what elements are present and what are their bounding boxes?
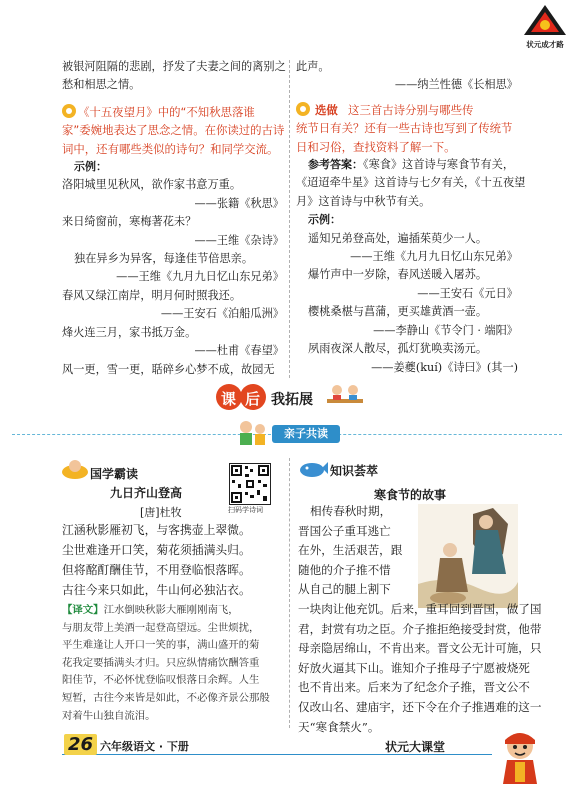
banner-char: 课 xyxy=(221,390,237,408)
question-right: 选做 这三首古诗分别与哪些传 xyxy=(296,101,518,119)
after-class-banner xyxy=(215,381,365,415)
question-left-line: 家”委婉地表达了思念之情。在你读过的古诗 xyxy=(62,123,285,138)
scholar-icon xyxy=(60,458,90,480)
translation-line: 短暂，古往今来皆是如此，不必像齐景公那般 xyxy=(62,691,270,704)
poem-line: 樱桃桑椹与菖蒲，更买雄黄酒一壶。 xyxy=(308,305,488,319)
footer-brand: 状元大课堂 xyxy=(385,740,446,754)
logo-text: 状元成才路 xyxy=(526,40,564,49)
translation-line: 阳佳节，不必怀忧登临叹恨落日余辉。人生 xyxy=(62,674,260,687)
poem-cite: ——杜甫《春望》 xyxy=(194,344,284,358)
poem-line: 夙雨夜深人散尽，孤灯犹唤卖汤元。 xyxy=(308,342,488,356)
poem-line: 来日绮窗前，寒梅著花未？ xyxy=(62,215,197,229)
whale-icon xyxy=(298,458,328,478)
qr-caption: 扫码学诗词 xyxy=(228,506,263,514)
poem-line: 洛阳城里见秋风，欲作家书意万重。 xyxy=(62,178,242,192)
poem-cite: ——王维《杂诗》 xyxy=(194,233,284,247)
left-column-top xyxy=(62,58,284,379)
translation-label: 【译文】 xyxy=(62,604,104,616)
guoxue-poem xyxy=(62,520,284,600)
story-line: 也不肯出来。后来为了纪念介子推，晋文公不 xyxy=(298,680,530,695)
footer-grade: 六年级语文 · 下册 xyxy=(100,740,189,753)
qr-code[interactable] xyxy=(229,463,271,505)
mascot-icon xyxy=(497,730,543,786)
right-column-top xyxy=(296,58,526,377)
translation-line: 对着牛山独自流泪。 xyxy=(62,709,156,722)
guoxue-translation: 【译文】江水倒映秋影大雁刚刚南飞， 与朋友带上美酒一起登高望远。尘世烦扰， 平生难逢让人开口一笑的事，满山盛开的菊 花我定要插满头才归。只应纵情痛饮酬答重 阳佳节，不必怀忧登临叹恨落日余辉。人生 短暂，古往今来皆是如此，不必像齐景公那般 对着牛山独自流泪。 xyxy=(62,602,284,725)
poem-line: 古往今来只如此，牛山何必独沾衣。 xyxy=(62,583,251,597)
poem-line: 烽火连三月，家书抵万金。 xyxy=(62,325,197,339)
optional-badge: 选做 xyxy=(315,102,338,117)
poem-line: 春风又绿江南岸，明月何时照我还。 xyxy=(62,288,242,302)
example-label: 示例： xyxy=(74,160,107,174)
story-line: 从自己的腿上割下 xyxy=(298,582,391,597)
translation-line: 平生难逢让人开口一笑的事，满山盛开的菊 xyxy=(62,639,260,652)
translation-line: 花我定要插满头才归。只应纵情痛饮酬答重 xyxy=(62,656,260,669)
family-icon xyxy=(236,418,270,448)
poem-line: 江涵秋影雁初飞，与客携壶上翠微。 xyxy=(62,523,251,537)
question-right-line: 日和习俗，查找资料了解一下。 xyxy=(296,139,456,154)
parent-child-pill: 亲子共读 xyxy=(272,425,340,443)
story-line: 晋国公子重耳逃亡 xyxy=(298,523,391,538)
story-line: 天“寒食禁火”。 xyxy=(298,719,380,734)
story-line: 一块肉让他充饥。后来，重耳回到晋国，做了国 xyxy=(298,602,542,616)
column-divider xyxy=(289,60,290,378)
question-left: 《十五夜望月》中的“不知秋思落谁 xyxy=(62,103,284,121)
poem-cite: ——李静山《节令门 · 端阳》 xyxy=(373,323,518,337)
answer-line: 《迢迢牵牛星》这首诗与七夕有关，《十五夜望 xyxy=(296,176,526,190)
poem-title: 九日齐山登高 xyxy=(110,486,183,500)
banner-title: 我拓展 xyxy=(271,392,313,408)
poem-line: 爆竹声中一岁除，春风送暖入屠苏。 xyxy=(308,268,488,282)
banner-char: 后 xyxy=(245,390,261,408)
story-illustration xyxy=(418,504,518,608)
story-line: 在外，生活艰苦，跟 xyxy=(298,543,403,558)
story-line: 君，封赏有功之臣。介子推拒绝接受封赏，他带 xyxy=(298,621,542,636)
story-line: 好放火逼其下山。谁知介子推母子宁愿被烧死 xyxy=(298,660,530,675)
example-label: 示例： xyxy=(308,213,341,227)
answer-line: 月》这首诗与中秋节有关。 xyxy=(296,194,431,208)
question-left-line: 词中，还有哪些类似的诗句？和同学交流。 xyxy=(62,141,279,156)
poem-line: 但将酩酊酬佳节，不用登临恨落晖。 xyxy=(62,563,251,577)
story-line: 相传春秋时期， xyxy=(310,504,392,518)
poem-cite: ——张籍《秋思》 xyxy=(194,196,284,210)
story-title: 寒食节的故事 xyxy=(374,488,447,502)
footer xyxy=(0,734,574,802)
poem-line: 风一更，雪一更，聒碎乡心梦不成，故园无 xyxy=(62,362,275,376)
brand-logo xyxy=(522,4,568,48)
poem-author: [唐]杜牧 xyxy=(140,506,182,519)
qr-code-icon xyxy=(230,464,270,504)
zhishi-header: 知识荟萃 xyxy=(330,464,379,478)
story-line: 仅改山名、建庙宇，还下令在介子推遇难的这一 xyxy=(298,699,542,714)
answer-line: 参考答案：《寒食》这首诗与寒食节有关， xyxy=(308,158,515,172)
text-line: 被银河阻隔的悲剧，抒发了夫妻之间的离别之 xyxy=(62,60,286,73)
text-line: 此声。 xyxy=(296,60,330,73)
question-icon xyxy=(296,102,310,116)
story-line: 母亲隐居绵山，不肯出来。晋文公无计可施，只 xyxy=(298,641,542,656)
reading-kids-icon xyxy=(325,381,365,413)
text-line: 愁和相思之情。 xyxy=(62,78,141,92)
story-short-lines xyxy=(298,502,416,600)
translation-line: 与朋友带上美酒一起登高望远。尘世烦扰， xyxy=(62,621,260,634)
question-right-line: 统节日有关？还有一些古诗也写到了传统节 xyxy=(296,121,513,136)
poem-cite: ——王安石《元日》 xyxy=(417,286,518,300)
column-divider xyxy=(289,458,290,728)
story-long-lines xyxy=(298,600,542,737)
poem-line: 独在异乡为异客，每逢佳节倍思亲。 xyxy=(74,252,254,266)
poem-cite: ——王维《九月九日忆山东兄弟》 xyxy=(350,250,518,264)
poem-line: 尘世难逢开口笑，菊花须插满头归。 xyxy=(62,543,251,557)
poem-line: 遥知兄弟登高处，遍插茱萸少一人。 xyxy=(308,231,488,245)
page-number: 26 xyxy=(64,734,97,755)
poem-cite: ——纳兰性德《长相思》 xyxy=(394,78,518,92)
poem-cite: ——王维《九月九日忆山东兄弟》 xyxy=(116,270,284,284)
poem-cite: ——姜夔(kuí)《诗曰》(其一) xyxy=(371,360,518,374)
question-icon xyxy=(62,104,76,118)
logo-emblem-icon xyxy=(522,4,568,36)
story-line: 随他的介子推不惜 xyxy=(298,562,391,577)
poem-cite: ——王安石《泊船瓜洲》 xyxy=(160,307,284,321)
guoxue-header: 国学霸读 xyxy=(90,467,139,481)
